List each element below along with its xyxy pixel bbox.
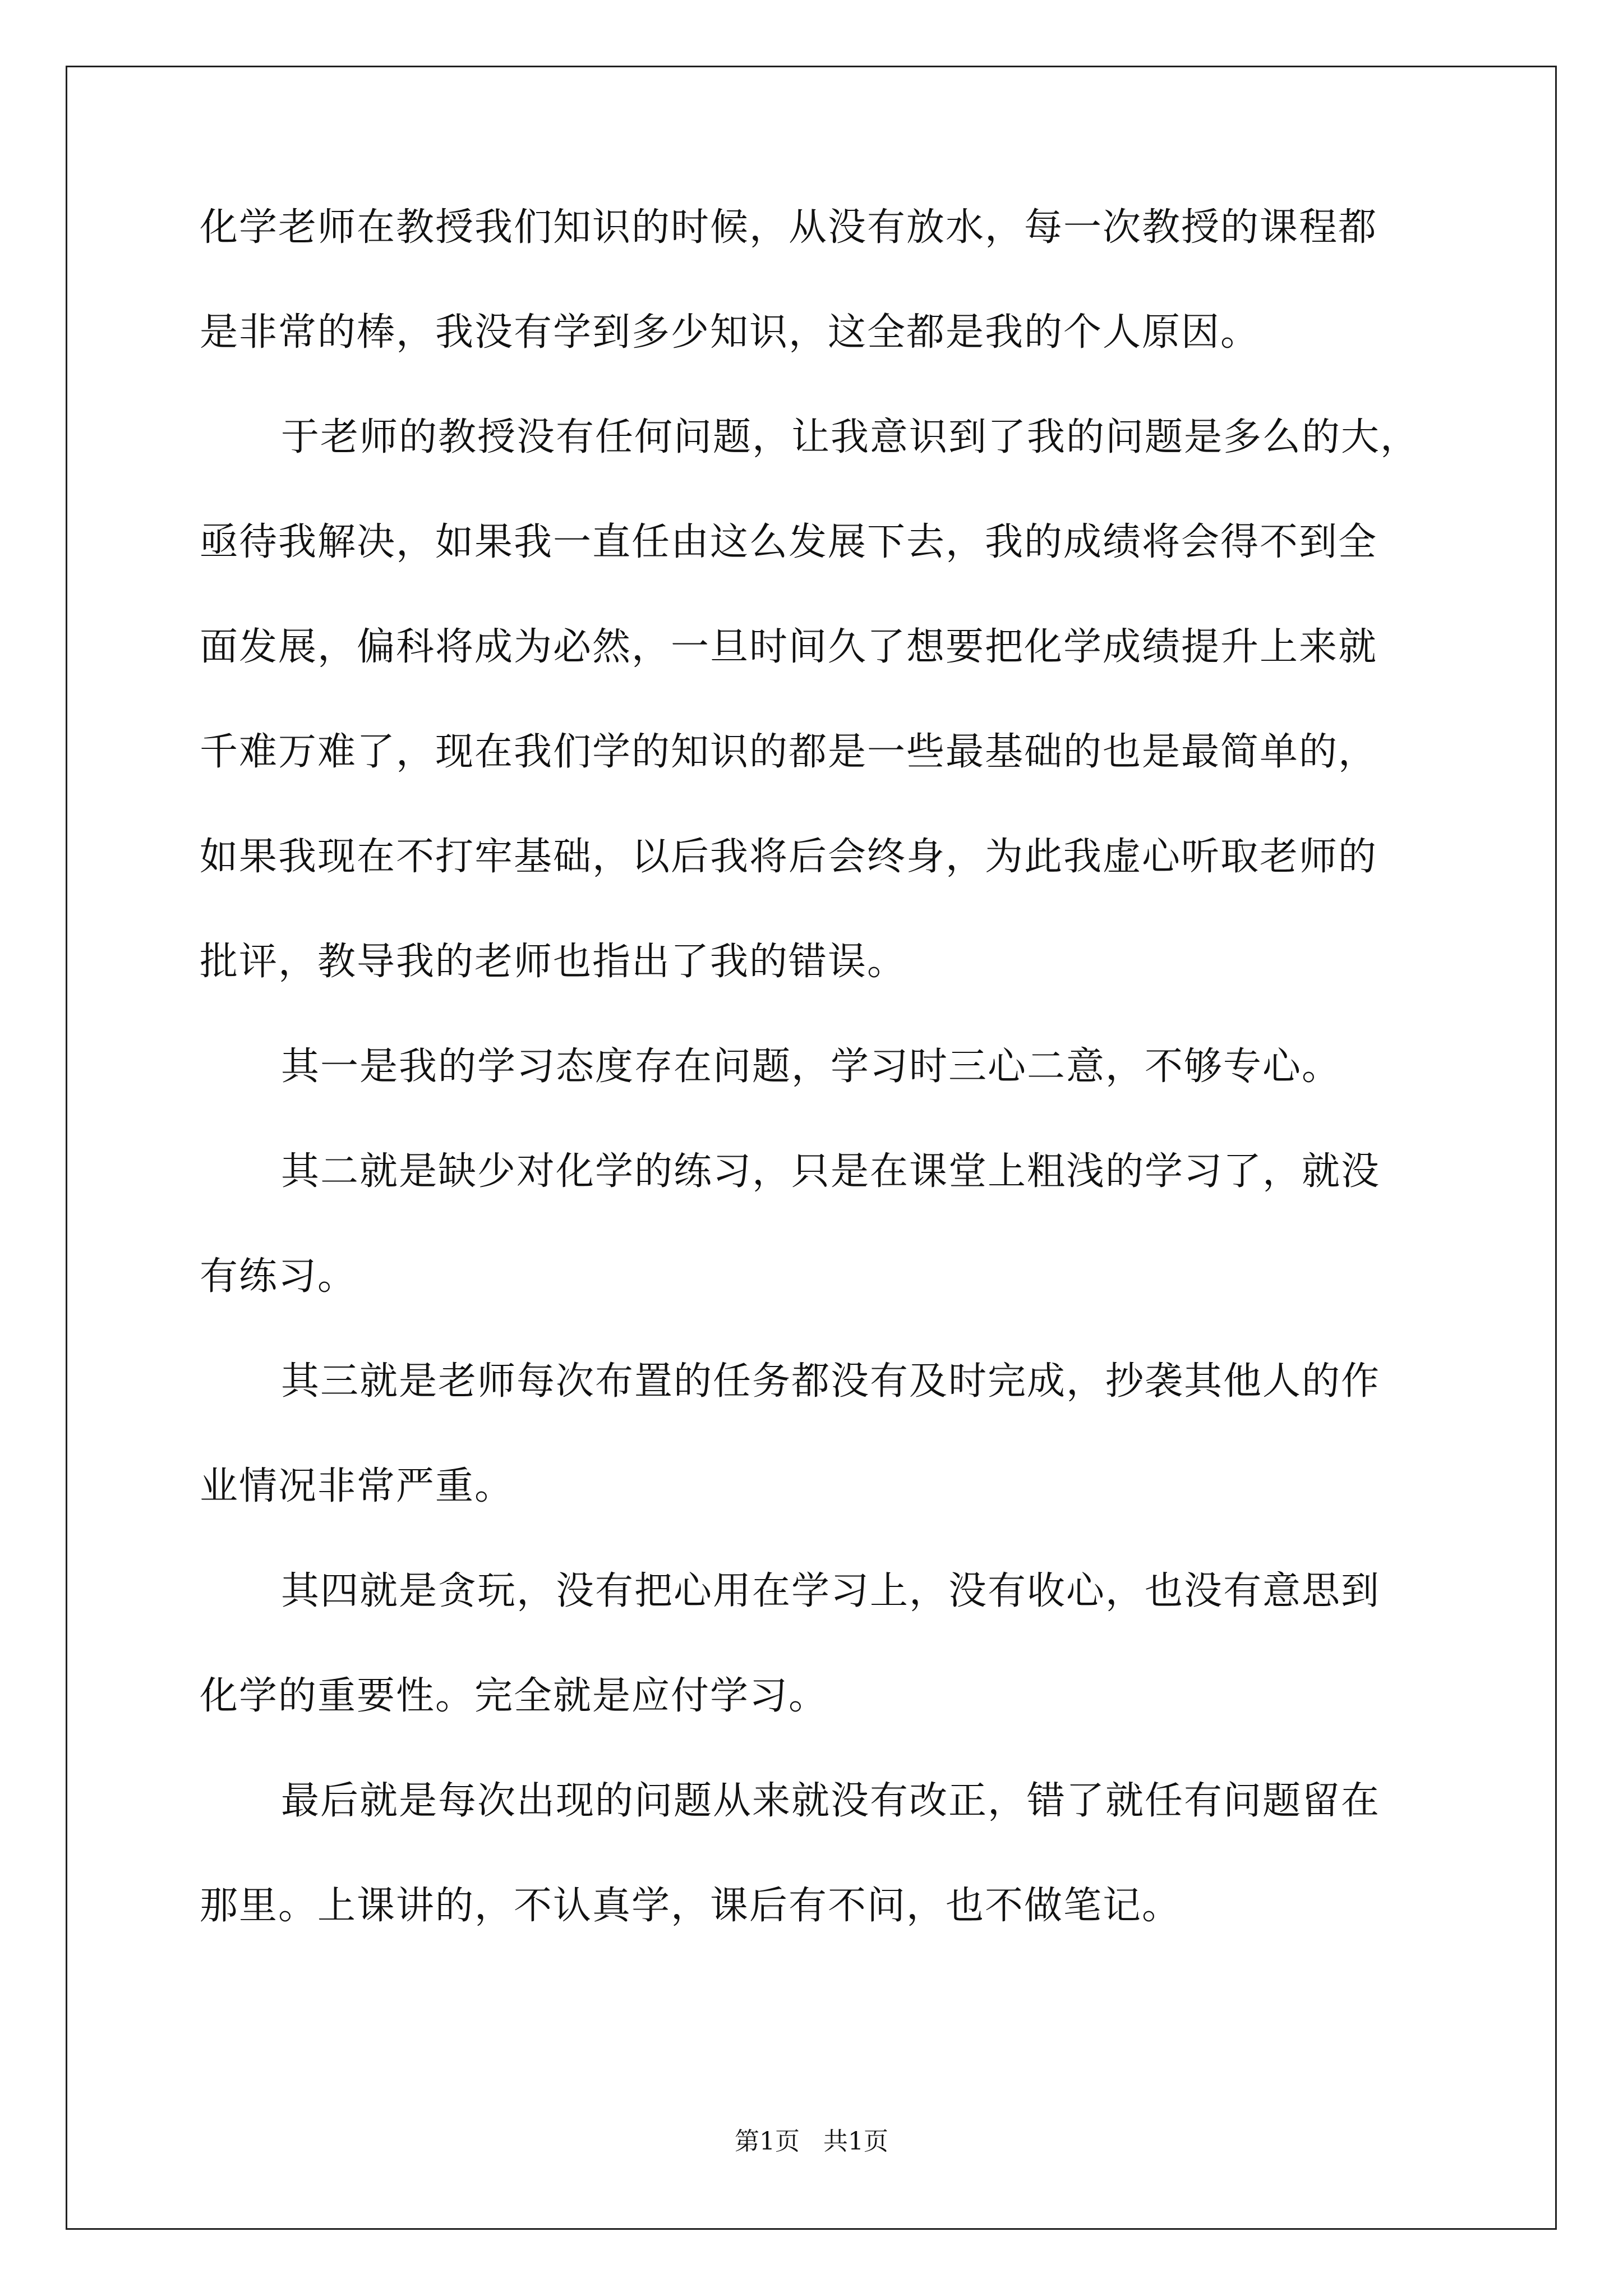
text-line-12: 其三就是老师每次布置的任务都没有及时完成，抄袭其他人的作: [281, 1359, 1381, 1404]
document-body: [200, 205, 1433, 1991]
text-line-14: 其四就是贪玩，没有把心用在学习上，没有收心，也没有意思到: [281, 1569, 1381, 1613]
text-line-1: 化学老师在教授我们知识的时候，从没有放水，每一次教授的课程都: [200, 205, 1378, 250]
text-line-9: 其一是我的学习态度存在问题，学习时三心二意，不够专心。: [281, 1045, 1341, 1089]
text-line-8: 批评，教导我的老师也指出了我的错误。: [200, 940, 907, 984]
page-number-footer: 第1页 共1页: [735, 2127, 888, 2156]
text-line-10: 其二就是缺少对化学的练习，只是在课堂上粗浅的学习了，就没: [281, 1149, 1381, 1194]
text-line-16: 最后就是每次出现的问题从来就没有改正，错了就任有问题留在: [281, 1779, 1381, 1823]
text-line-15: 化学的重要性。完全就是应付学习。: [200, 1674, 828, 1718]
text-line-7: 如果我现在不打牢基础，以后我将后会终身，为此我虚心听取老师的: [200, 835, 1378, 879]
text-line-3: 于老师的教授没有任何问题，让我意识到了我的问题是多么的大，: [281, 415, 1420, 459]
text-line-6: 千难万难了，现在我们学的知识的都是一些最基础的也是最简单的，: [200, 730, 1378, 774]
text-line-11: 有练习。: [200, 1254, 357, 1299]
text-line-13: 业情况非常严重。: [200, 1464, 514, 1508]
text-line-5: 面发展，偏科将成为必然，一旦时间久了想要把化学成绩提升上来就: [200, 625, 1378, 669]
text-line-17: 那里。上课讲的，不认真学，课后有不问，也不做笔记。: [200, 1884, 1182, 1928]
text-line-2: 是非常的棒，我没有学到多少知识，这全都是我的个人原因。: [200, 310, 1260, 355]
text-line-4: 亟待我解决，如果我一直任由这么发展下去，我的成绩将会得不到全: [200, 520, 1378, 564]
